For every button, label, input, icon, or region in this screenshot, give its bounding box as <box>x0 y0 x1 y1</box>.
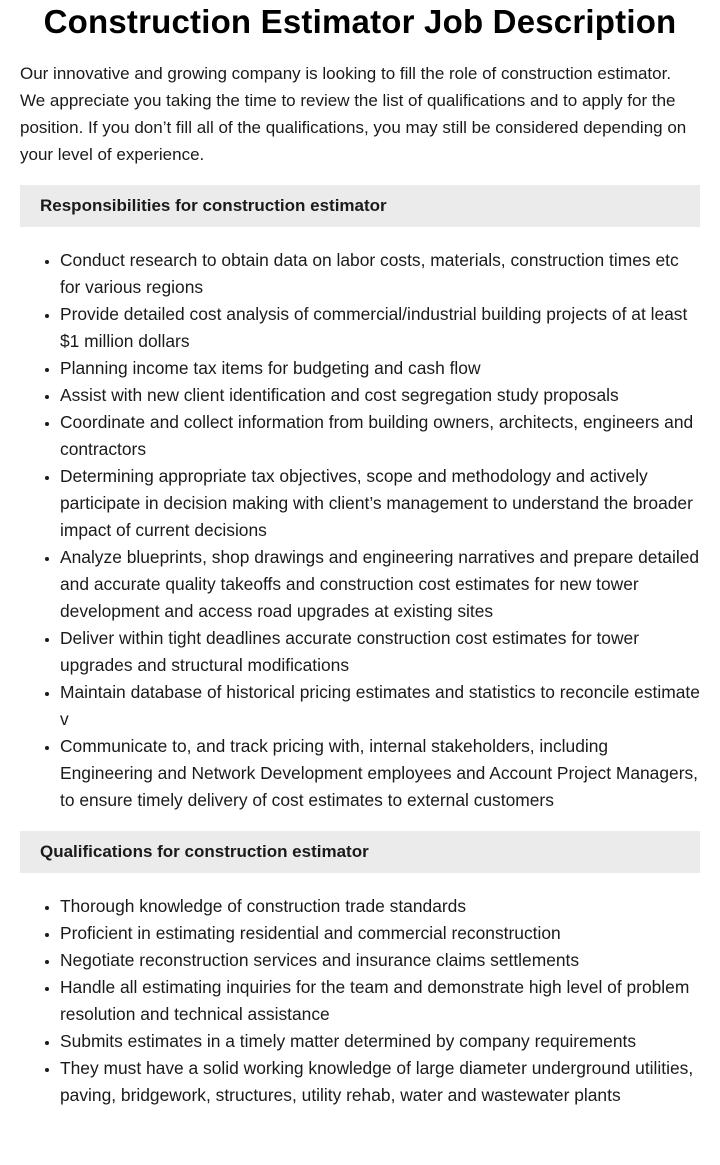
responsibilities-heading: Responsibilities for construction estimator <box>20 185 700 227</box>
list-item: • Determining appropriate tax objectives, scope and methodology and actively participate in decision making with client’s management to understand the broader impact of current decisions <box>60 463 700 544</box>
responsibilities-list <box>20 247 700 814</box>
qualifications-heading: Qualifications for construction estimator <box>20 831 700 873</box>
list-item: • Thorough knowledge of construction trade standards <box>60 893 700 920</box>
list-item: • Coordinate and collect information from building owners, architects, engineers and contractors <box>60 409 700 463</box>
qualifications-list <box>20 893 700 1109</box>
list-item: • Provide detailed cost analysis of commercial/industrial building projects of at least $1 million dollars <box>60 301 700 355</box>
list-item: • Planning income tax items for budgeting and cash flow <box>60 355 700 382</box>
list-item: • Communicate to, and track pricing with, internal stakeholders, including Engineering and Network Development employees and Account Project Managers, to ensure timely delivery of cost estimates to external customers <box>60 733 700 814</box>
page-title: Construction Estimator Job Description <box>43 3 677 40</box>
list-item: • Submits estimates in a timely matter determined by company requirements <box>60 1028 700 1055</box>
list-item: • Analyze blueprints, shop drawings and engineering narratives and prepare detailed and accurate quality takeoffs and construction cost estimates for new tower development and access road upgrades at existing sites <box>60 544 700 625</box>
list-item: • Handle all estimating inquiries for the team and demonstrate high level of problem resolution and technical assistance <box>60 974 700 1028</box>
list-item: • Negotiate reconstruction services and insurance claims settlements <box>60 947 700 974</box>
list-item: • Deliver within tight deadlines accurate construction cost estimates for tower upgrades and structural modifications <box>60 625 700 679</box>
list-item: • Conduct research to obtain data on labor costs, materials, construction times etc for various regions <box>60 247 700 301</box>
list-item: • Assist with new client identification and cost segregation study proposals <box>60 382 700 409</box>
intro-paragraph: Our innovative and growing company is looking to fill the role of construction estimator. We appreciate you taking the time to review the list of qualifications and to apply for the position. If you don’t fill all of the qualifications, you may still be considered depending on your level of experience. <box>20 64 687 164</box>
list-item: • They must have a solid working knowledge of large diameter underground utilities, paving, bridgework, structures, utility rehab, water and wastewater plants <box>60 1055 700 1109</box>
list-item: • Maintain database of historical pricing estimates and statistics to reconcile estimate v <box>60 679 700 733</box>
list-item: • Proficient in estimating residential and commercial reconstruction <box>60 920 700 947</box>
